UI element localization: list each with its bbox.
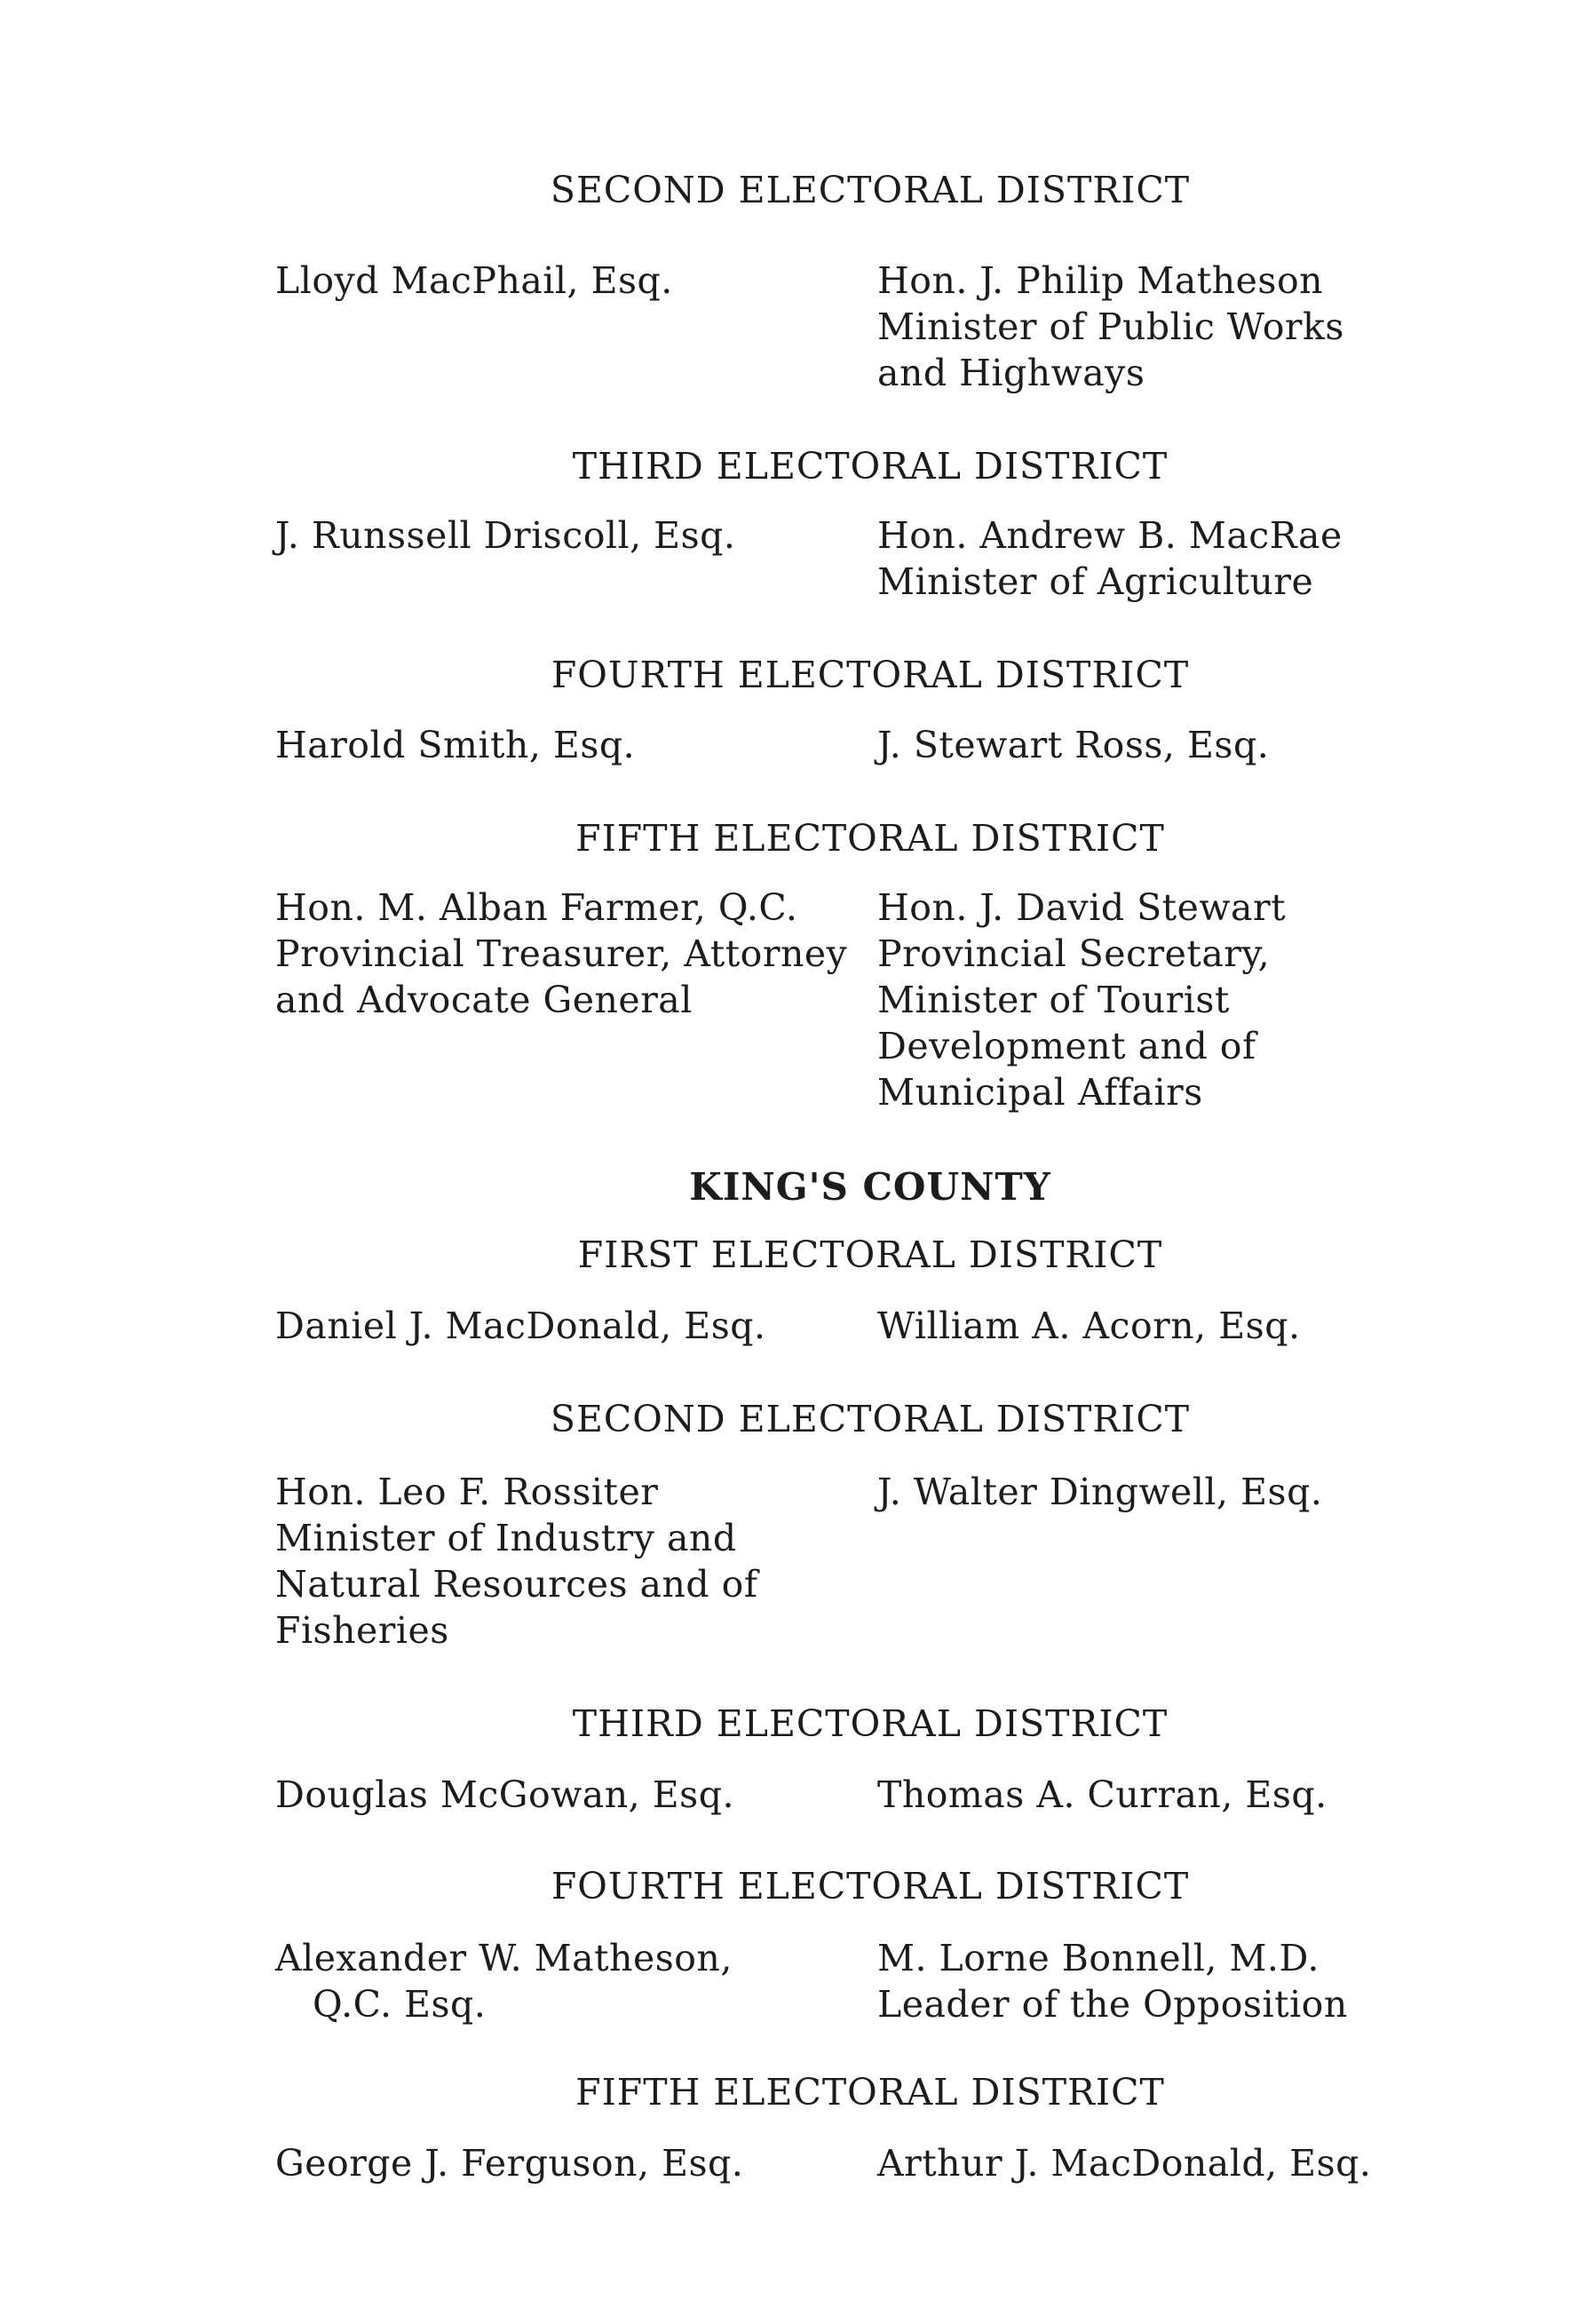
member-name: Hon. Leo F. Rossiter — [275, 1471, 659, 1513]
member-right — [877, 1935, 1348, 2027]
member-title: Provincial Treasurer, Attorney — [275, 932, 848, 975]
member-left — [275, 512, 735, 559]
member-right — [877, 258, 1344, 396]
member-title: Provincial Secretary, — [877, 932, 1271, 975]
member-title: Leader of the Opposition — [877, 1983, 1348, 2026]
member-name: J. Walter Dingwell, Esq. — [877, 1471, 1323, 1513]
member-name: Thomas A. Curran, Esq. — [877, 1773, 1327, 1816]
district-heading: THIRD ELECTORAL DISTRICT — [572, 1702, 1169, 1745]
district-heading: FOURTH ELECTORAL DISTRICT — [551, 654, 1190, 696]
member-name: Harold Smith, Esq. — [275, 724, 636, 766]
member-title: Minister of Tourist — [877, 979, 1230, 1021]
district-heading: SECOND ELECTORAL DISTRICT — [550, 169, 1191, 211]
member-right — [877, 722, 1269, 768]
member-name: Hon. J. David Stewart — [877, 886, 1287, 929]
member-title: Fisheries — [275, 1609, 449, 1652]
district-heading: THIRD ELECTORAL DISTRICT — [572, 445, 1169, 488]
member-name: Douglas McGowan, Esq. — [275, 1773, 734, 1816]
county-heading: KING'S COUNTY — [689, 1165, 1051, 1209]
member-left — [275, 1303, 766, 1349]
member-name: George J. Ferguson, Esq. — [275, 2142, 744, 2185]
member-name: J. Runssell Driscoll, Esq. — [275, 514, 736, 557]
member-title: Natural Resources and of — [275, 1563, 758, 1606]
district-heading: FOURTH ELECTORAL DISTRICT — [551, 1865, 1190, 1908]
member-right — [877, 1469, 1322, 1515]
member-title: Minister of Public Works — [877, 305, 1344, 348]
district-heading: FIRST ELECTORAL DISTRICT — [577, 1233, 1163, 1276]
member-title: Minister of Agriculture — [877, 560, 1314, 603]
member-name: William A. Acorn, Esq. — [877, 1305, 1301, 1347]
member-title: and Advocate General — [275, 979, 693, 1021]
member-left — [275, 2140, 743, 2186]
member-title: Municipal Affairs — [877, 1071, 1203, 1114]
member-name: Hon. M. Alban Farmer, Q.C. — [275, 886, 798, 929]
district-heading: FIFTH ELECTORAL DISTRICT — [575, 817, 1165, 860]
member-name: Lloyd MacPhail, Esq. — [275, 259, 673, 302]
member-right — [877, 512, 1343, 605]
member-name: Hon. Andrew B. MacRae — [877, 514, 1343, 557]
member-left — [275, 884, 847, 1023]
member-name-continued: Q.C. Esq. — [313, 1983, 487, 2026]
member-title: Development and of — [877, 1025, 1256, 1067]
member-name: Alexander W. Matheson, — [275, 1937, 733, 1979]
member-left — [275, 722, 635, 768]
member-name: M. Lorne Bonnell, M.D. — [877, 1937, 1319, 1979]
member-title: Minister of Industry and — [275, 1517, 737, 1559]
member-name: J. Stewart Ross, Esq. — [877, 724, 1270, 766]
member-name: Hon. J. Philip Matheson — [877, 259, 1324, 302]
member-title: and Highways — [877, 352, 1145, 394]
district-heading: FIFTH ELECTORAL DISTRICT — [575, 2071, 1165, 2114]
member-left — [275, 1935, 733, 2027]
member-right — [877, 2140, 1371, 2186]
member-name: Arthur J. MacDonald, Esq. — [877, 2142, 1372, 2185]
member-left — [275, 1469, 758, 1654]
member-name: Daniel J. MacDonald, Esq. — [275, 1305, 766, 1347]
member-right — [877, 1772, 1327, 1818]
district-heading: SECOND ELECTORAL DISTRICT — [550, 1398, 1191, 1440]
member-left — [275, 258, 673, 304]
member-left — [275, 1772, 734, 1818]
member-right — [877, 1303, 1300, 1349]
member-right — [877, 884, 1286, 1115]
